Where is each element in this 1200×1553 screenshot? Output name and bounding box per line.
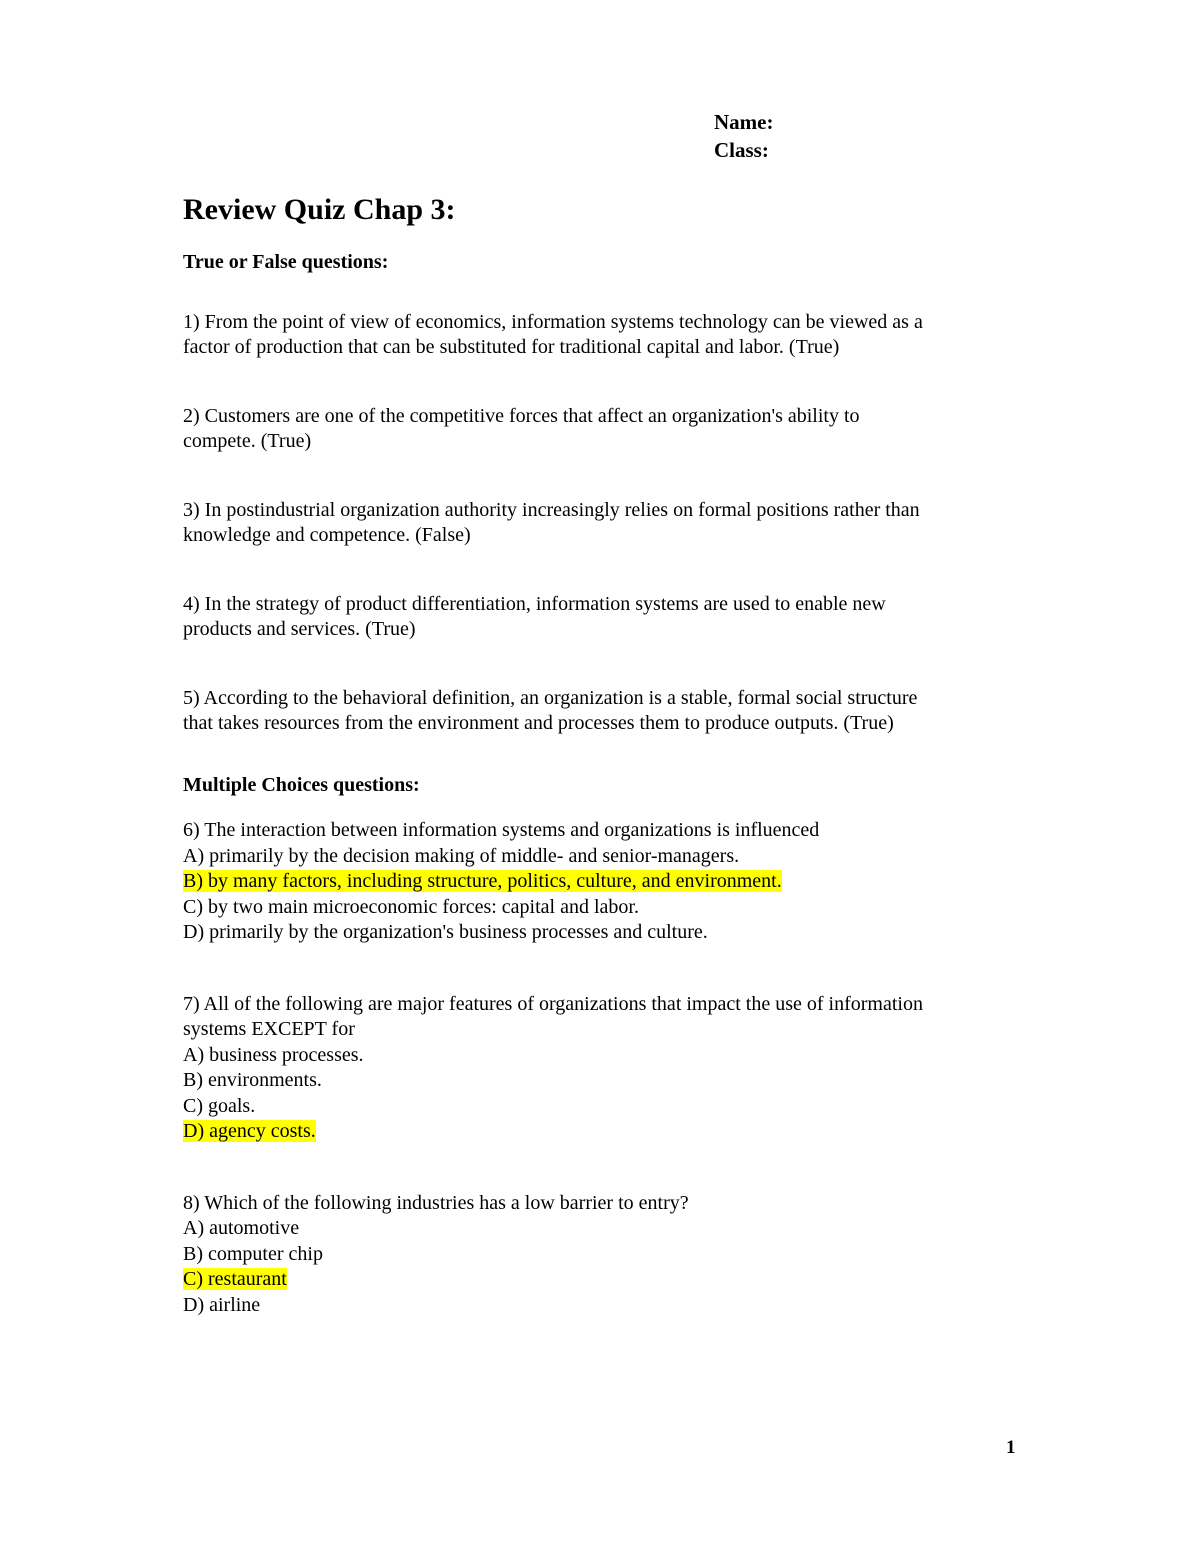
answer-option-text: D) primarily by the organization's business processes and culture. — [183, 921, 708, 943]
name-label: Name: — [714, 110, 774, 134]
question-line: 5) According to the behavioral definition, an organization is a stable, formal social structure — [183, 686, 918, 709]
question-line: knowledge and competence. (False) — [183, 524, 471, 546]
answer-option-text: A) automotive — [183, 1217, 300, 1239]
question-line: that takes resources from the environment and processes them to produce outputs. (True) — [183, 712, 894, 734]
answer-option — [183, 1094, 1023, 1120]
answer-option-text: A) business processes. — [183, 1043, 364, 1066]
page-number: 1 — [1006, 1437, 1016, 1458]
answer-option-text: A) primarily by the decision making of middle- and senior-managers. — [183, 844, 740, 867]
answer-option — [183, 869, 1023, 895]
answer-option-text: D) airline — [183, 1293, 261, 1316]
true-false-question-5 — [183, 686, 1023, 737]
answer-option — [183, 895, 1023, 921]
class-label: Class: — [714, 138, 769, 162]
question-text: 6) The interaction between information systems and organizations is influenced — [183, 819, 820, 841]
answer-option — [183, 1068, 1023, 1094]
question-text: 7) All of the following are major features of organizations that impact the use of information — [183, 992, 923, 1015]
answer-option — [183, 920, 1023, 946]
multiple-choice-question-7 — [183, 992, 1023, 1145]
multiple-choice-question-8 — [183, 1191, 1023, 1319]
question-text: systems EXCEPT for — [183, 1018, 355, 1040]
answer-option-text: B) computer chip — [183, 1242, 323, 1265]
answer-option — [183, 1216, 1023, 1242]
true-false-list — [183, 310, 1023, 737]
answer-option — [183, 1267, 1023, 1293]
header-fields — [714, 108, 773, 164]
true-false-question-4 — [183, 592, 1023, 643]
answer-option — [183, 1293, 1023, 1319]
question-line: products and services. (True) — [183, 618, 416, 640]
page-title: Review Quiz Chap 3: — [183, 193, 456, 226]
highlighted-answer: B) by many factors, including structure, politics, culture, and environment. — [183, 870, 782, 892]
question-text: 8) Which of the following industries has a low barrier to entry? — [183, 1191, 689, 1214]
true-false-heading: True or False questions: — [183, 251, 389, 273]
question-line: factor of production that can be substituted for traditional capital and labor. (True) — [183, 336, 840, 358]
answer-option — [183, 1043, 1023, 1069]
answer-option-text: B) environments. — [183, 1069, 322, 1091]
multiple-choice-question-6 — [183, 818, 1023, 946]
highlighted-answer: C) restaurant — [183, 1268, 287, 1290]
question-line: 3) In postindustrial organization authority increasingly relies on formal positions rather than — [183, 498, 920, 521]
question-line: 2) Customers are one of the competitive forces that affect an organization's ability to — [183, 404, 860, 427]
multiple-choice-heading: Multiple Choices questions: — [183, 773, 420, 796]
answer-option-text: C) goals. — [183, 1094, 256, 1117]
true-false-question-3 — [183, 498, 1023, 549]
question-line: 4) In the strategy of product differentiation, information systems are used to enable new — [183, 592, 886, 615]
question-line: 1) From the point of view of economics, information systems technology can be viewed as a — [183, 310, 923, 333]
answer-option-text: C) by two main microeconomic forces: capital and labor. — [183, 895, 639, 918]
answer-option — [183, 844, 1023, 870]
answer-option — [183, 1242, 1023, 1268]
highlighted-answer: D) agency costs. — [183, 1120, 316, 1142]
quiz-content — [183, 250, 1023, 1364]
answer-option — [183, 1119, 1023, 1145]
multiple-choice-list — [183, 818, 1023, 1318]
question-line: compete. (True) — [183, 430, 312, 452]
true-false-question-2 — [183, 404, 1023, 455]
true-false-question-1 — [183, 310, 1023, 361]
